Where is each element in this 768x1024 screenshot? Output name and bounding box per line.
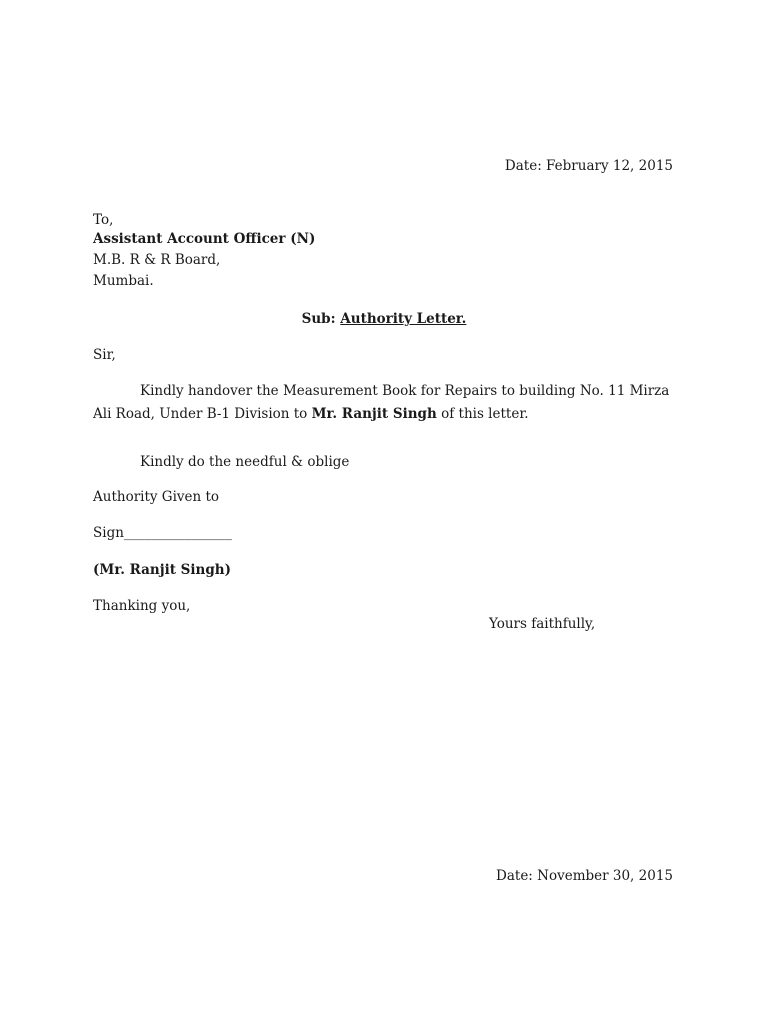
body-line-2-suffix: of this letter. bbox=[436, 406, 529, 422]
body-line-2-name: Mr. Ranjit Singh bbox=[311, 406, 437, 422]
authority-given-line: Authority Given to bbox=[93, 489, 220, 505]
recipient-city: Mumbai. bbox=[93, 273, 154, 289]
subject-label: Sub: bbox=[301, 311, 341, 327]
subject-text: Authority Letter. bbox=[340, 311, 467, 327]
body-paragraph-line-2 bbox=[93, 405, 529, 423]
sign-line: Sign________________ bbox=[93, 525, 232, 541]
recipient-name: Assistant Account Officer (N) bbox=[93, 231, 316, 247]
body-paragraph-line-1: Kindly handover the Measurement Book for Repairs to building No. 11 Mirza bbox=[140, 383, 670, 399]
body-line-2-prefix: Ali Road, Under B-1 Division to bbox=[93, 406, 312, 422]
recipient-organization: M.B. R & R Board, bbox=[93, 252, 221, 268]
letter-date-top: Date: February 12, 2015 bbox=[504, 158, 673, 174]
to-label: To, bbox=[93, 212, 114, 228]
subject-line bbox=[0, 310, 768, 328]
letter-date-bottom: Date: November 30, 2015 bbox=[496, 868, 673, 884]
thanking-line: Thanking you, bbox=[93, 598, 191, 614]
signer-name: (Mr. Ranjit Singh) bbox=[93, 562, 231, 578]
body-paragraph-needful: Kindly do the needful & oblige bbox=[140, 454, 350, 470]
closing-line: Yours faithfully, bbox=[489, 616, 596, 632]
salutation: Sir, bbox=[93, 347, 116, 363]
